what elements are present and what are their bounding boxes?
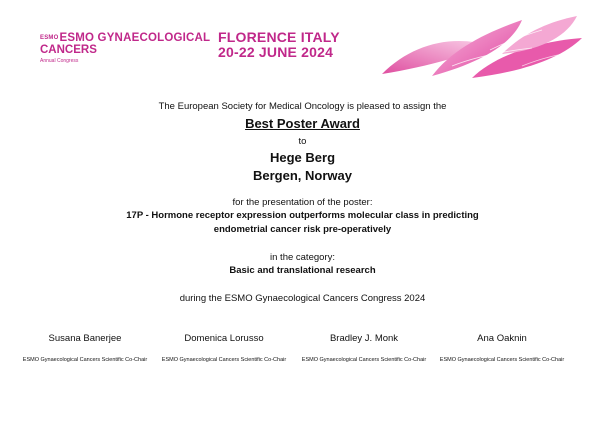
signatory [15, 333, 155, 363]
certificate-header [0, 0, 605, 78]
signatory [154, 333, 294, 363]
congress-note: during the ESMO Gynaecological Cancers Congress 2024 [179, 293, 426, 304]
congress-location: FLORENCE ITALY [218, 29, 340, 45]
congress-logo [40, 32, 210, 64]
award-title: Best Poster Award [245, 116, 360, 131]
signatory-name: Susana Banerjee [48, 333, 122, 344]
intro-text: The European Society for Medical Oncology is pleased to assign the [158, 101, 447, 112]
congress-dates: 20-22 JUNE 2024 [218, 44, 334, 60]
signatory [294, 333, 434, 363]
congress-location-block [218, 30, 340, 60]
signatory-name: Ana Oaknin [477, 333, 527, 344]
logo-title-line1: ESMO GYNAECOLOGICAL [59, 32, 211, 44]
logo-title-line2: CANCERS [40, 44, 97, 56]
flower-decoration-icon [372, 14, 584, 78]
category-name: Basic and translational research [229, 265, 376, 276]
signatory [432, 333, 572, 363]
poster-title-line1: 17P - Hormone receptor expression outperforms molecular class in predicting [126, 210, 479, 221]
poster-title-line2: endometrial cancer risk pre-operatively [213, 224, 392, 235]
signatory-name: Domenica Lorusso [184, 333, 264, 344]
recipient-name: Hege Berg [269, 150, 336, 165]
logo-subtitle: Annual Congress [40, 58, 79, 64]
for-presentation-text: for the presentation of the poster: [232, 197, 373, 208]
signatory-role: ESMO Gynaecological Cancers Scientific Co-Chair [161, 357, 287, 363]
to-text: to [298, 136, 307, 147]
category-label: in the category: [270, 252, 335, 263]
signatory-name: Bradley J. Monk [329, 333, 399, 344]
signatory-role: ESMO Gynaecological Cancers Scientific Co-Chair [301, 357, 427, 363]
signatory-role: ESMO Gynaecological Cancers Scientific Co-Chair [22, 357, 148, 363]
recipient-location: Bergen, Norway [253, 168, 352, 183]
logo-small-text: ESMO [40, 35, 59, 41]
signatory-role: ESMO Gynaecological Cancers Scientific Co-Chair [439, 357, 565, 363]
